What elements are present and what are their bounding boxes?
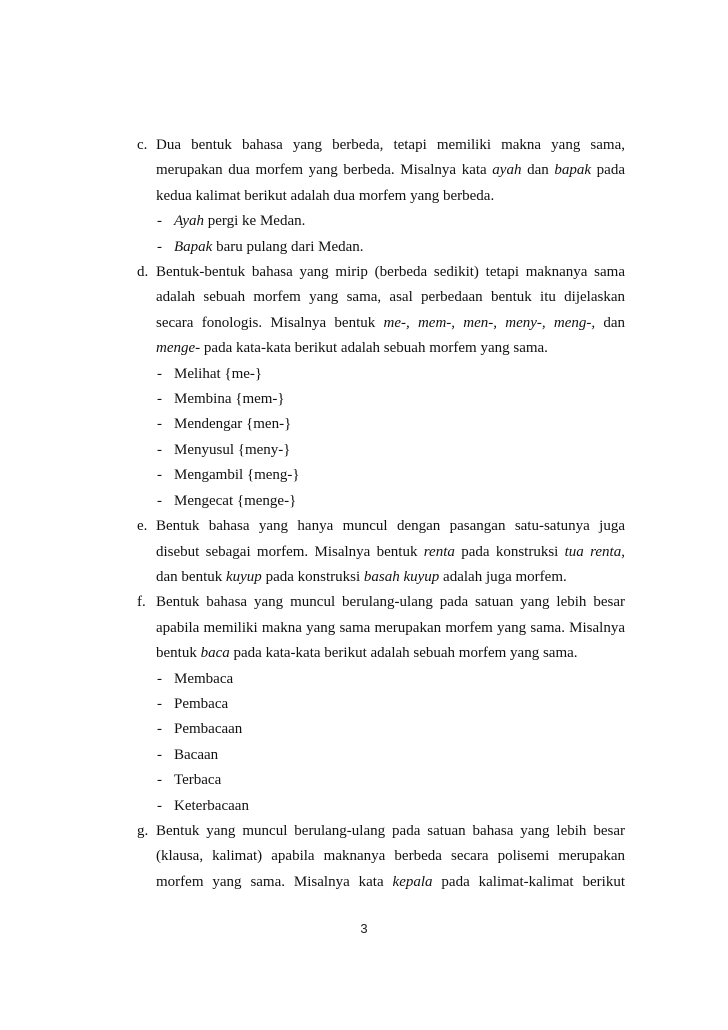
list-item-g [137, 819, 625, 895]
example-list-c [156, 209, 625, 260]
paragraph-d [156, 260, 625, 362]
text-run: Bentuk bahasa yang muncul berulang-ulang pada satuan yang lebih besar apabila memiliki makna yang sama merupakan morfem yang sama. Misalnya bentuk [156, 594, 625, 662]
example-item: - Bacaan [156, 743, 625, 768]
text-run: pergi ke Medan. [204, 213, 306, 230]
paragraph-e [156, 514, 625, 590]
page-number: 3 [360, 921, 368, 936]
text-run: Bentuk bahasa yang hanya muncul dengan pasangan satu-satunya juga disebut sebagai morfem. Misalnya bentuk [156, 518, 625, 560]
example-item: - Membina {mem-} [156, 387, 625, 412]
example-item: - Menyusul {meny-} [156, 438, 625, 463]
text-run: dan [595, 314, 626, 331]
example-item: - Membaca [156, 667, 625, 692]
list-item-f [137, 590, 625, 819]
italic-term: bapak [554, 162, 592, 179]
example-item [156, 209, 625, 234]
list-marker-e: e. [137, 518, 148, 535]
text-run: pada kalimat-kalimat berikut [432, 873, 625, 890]
list-item-c [137, 133, 625, 260]
text-run: pada kedua kalimat berikut adalah dua morfem yang berbeda. [156, 162, 625, 204]
italic-term: renta [423, 543, 455, 560]
example-item: - Pembaca [156, 692, 625, 717]
list-marker-g: g. [137, 822, 149, 839]
italic-term: kuyup [225, 568, 262, 585]
example-item: - Mengecat {menge-} [156, 489, 625, 514]
example-item: - Mengambil {meng-} [156, 463, 625, 488]
example-item: - Terbaca [156, 768, 625, 793]
text-run: Dua bentuk bahasa yang berbeda, tetapi memiliki makna yang sama, merupakan dua morfem yang berbeda. Misalnya kata [156, 137, 625, 179]
text-run: pada konstruksi [261, 568, 364, 585]
text-run: pada konstruksi [454, 543, 565, 560]
paragraph-g [156, 819, 625, 895]
italic-term: menge- [156, 340, 201, 357]
example-item: - Melihat {me-} [156, 362, 625, 387]
example-item [156, 235, 625, 260]
italic-term: tua renta [564, 543, 622, 560]
text-run: Bentuk-bentuk bahasa yang mirip (berbeda sedikit) tetapi maknanya sama adalah sebuah morfem yang sama, asal perbedaan bentuk itu dijelaskan secara fonologis. Misalnya bentuk [156, 264, 625, 331]
paragraph-f [156, 590, 625, 666]
text-run: pada kata-kata berikut adalah sebuah morfem yang sama. [200, 340, 548, 357]
italic-term: basah kuyup [363, 568, 440, 585]
list-marker-d: d. [137, 264, 149, 281]
italic-term: baca [200, 645, 230, 662]
italic-term: Bapak [174, 238, 213, 255]
example-item: - Mendengar {men-} [156, 412, 625, 437]
italic-term: ayah [492, 162, 522, 179]
example-list-f [156, 667, 625, 819]
list-item-d [137, 260, 625, 514]
list-marker-c: c. [137, 137, 148, 153]
text-run: Bentuk yang muncul berulang-ulang pada satuan bahasa yang lebih besar (klausa, kalimat) apabila maknanya berbeda secara polisemi merupakan morfem yang sama. Misalnya kata [156, 822, 625, 890]
list-marker-f: f. [137, 594, 146, 611]
list-item-e [137, 514, 625, 590]
italic-term: me-, mem-, men-, meny-, meng-, [383, 314, 596, 331]
text-run: baru pulang dari Medan. [212, 238, 364, 255]
example-item: - Keterbacaan [156, 794, 625, 819]
example-list-d [156, 362, 625, 514]
page-content [137, 133, 625, 895]
italic-term: Ayah [174, 213, 204, 230]
paragraph-c [156, 133, 625, 209]
text-run: , dan bentuk [156, 543, 625, 585]
text-run: pada kata-kata berikut adalah sebuah morfem yang sama. [229, 645, 578, 662]
italic-term: kepala [392, 873, 433, 890]
text-run: adalah juga morfem. [439, 568, 567, 585]
text-run: dan [521, 162, 555, 179]
example-item: - Pembacaan [156, 717, 625, 742]
